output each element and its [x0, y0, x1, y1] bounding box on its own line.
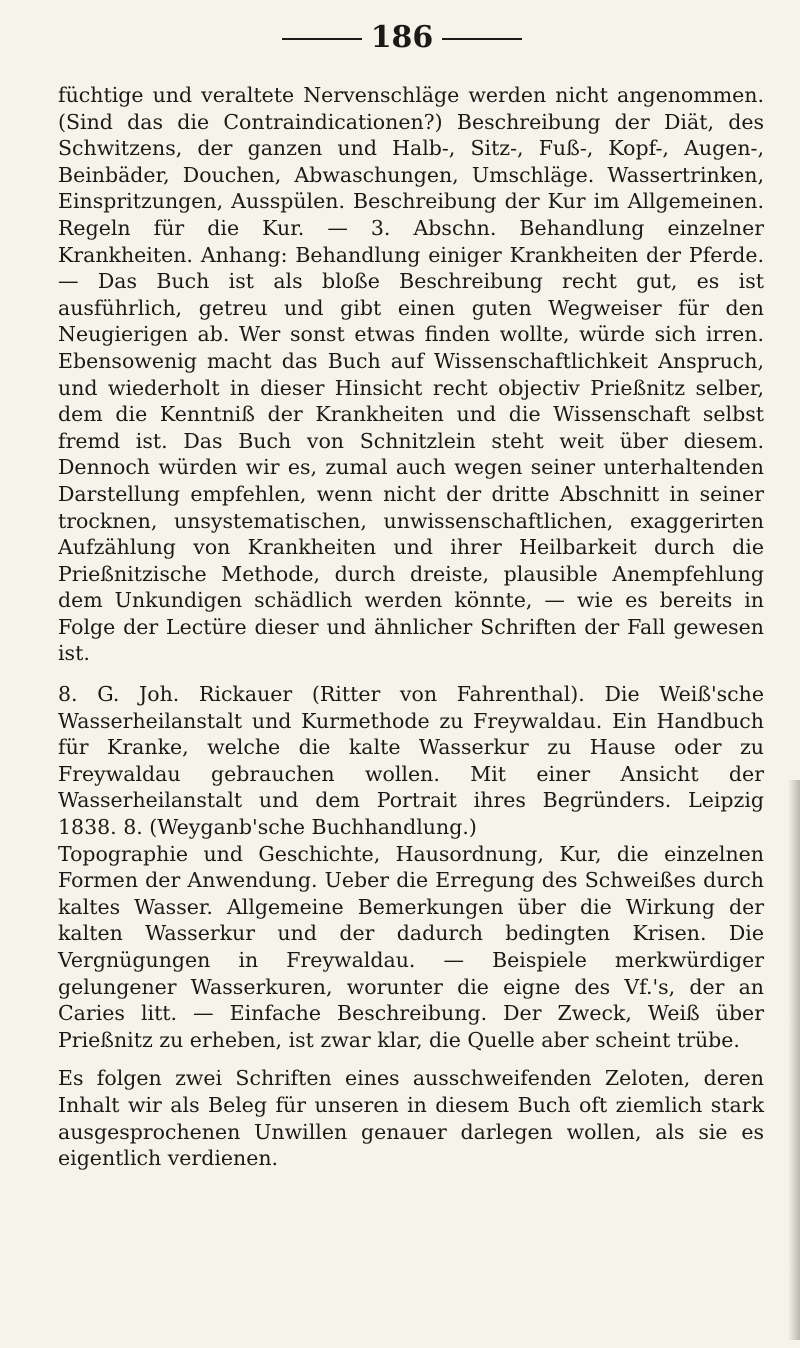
paragraph-continuation: füchtige und veraltete Nervenschläge werden nicht angenommen. (Sind das die Contraindicationen?) Beschreibung der Diät, des Schwitzens, der ganzen und Halb-, Sitz-, Fuß-, Kopf-, Augen-, Beinbäder, Douchen, Abwaschungen, Umschläge. Wassertrinken, Einspritzungen, Ausspülen. Beschreibung der Kur im Allgemeinen. Regeln für die Kur. — 3. Abschn. Behandlung einzelner Krankheiten. Anhang: Behandlung einiger Krankheiten der Pferde. — Das Buch ist als bloße Beschreibung recht gut, es ist ausführlich, getreu und gibt einen guten Wegweiser für den Neugierigen ab. Wer sonst etwas finden wollte, würde sich irren. Ebensowenig macht das Buch auf Wissenschaftlichkeit Anspruch, und wiederholt in dieser Hinsicht recht objectiv Prießnitz selber, dem die Kenntniß der Krankheiten und die Wissenschaft selbst fremd ist. Das Buch von Schnitzlein steht weit über diesem. Dennoch würden wir es, zumal auch wegen seiner unterhaltenden Darstellung empfehlen, wenn nicht der dritte Abschnitt in seiner trocknen, unsystematischen, unwissenschaftlichen, exaggerirten Aufzählung von Krankheiten und ihrer Heilbarkeit durch die Prießnitzische Methode, durch dreiste, plausible Anempfehlung dem Unkundigen schädlich werden könnte, — wie es bereits in Folge der Lectüre dieser und ähnlicher Schriften der Fall gewesen ist. [58, 83, 764, 666]
page-edge-shadow [788, 780, 800, 1340]
paragraph-entry-8-review: Topographie und Geschichte, Hausordnung, Kur, die einzelnen Formen der Anwendung. Ueber die Erregung des Schweißes durch kaltes Wasser. Allgemeine Bemerkungen über die Wirkung der kalten Wasserkur und der dadurch bedingten Krisen. Die Vergnügungen in Freywaldau. — Beispiele merkwürdiger gelungener Wasserkuren, worunter die eigne des Vf.'s, der an Caries litt. — Einfache Beschreibung. Der Zweck, Weiß über Prießnitz zu erheben, ist zwar klar, die Quelle aber scheint trübe. [58, 841, 764, 1052]
paragraph-closing: Es folgen zwei Schriften eines ausschweifenden Zeloten, deren Inhalt wir als Beleg für unseren in diesem Buch oft ziemlich stark ausgesprochenen Unwillen genauer darlegen wollen, als sie es eigentlich verdienen. [58, 1066, 764, 1171]
body-text [58, 82, 764, 1172]
header-rule-left [282, 38, 362, 40]
paragraph-entry-8: 8. G. Joh. Rickauer (Ritter von Fahrenthal). Die Weiß'sche Wasserheilanstalt und Kurmethode zu Freywaldau. Ein Handbuch für Kranke, welche die kalte Wasserkur zu Hause oder zu Freywaldau gebrauchen wollen. Mit einer Ansicht der Wasserheilanstalt und dem Portrait ihres Begründers. Leipzig 1838. 8. (Weyganb'sche Buchhandlung.) [58, 682, 764, 840]
header-rule-right [442, 38, 522, 40]
page-header [0, 18, 800, 58]
page-number: 186 [370, 20, 434, 55]
